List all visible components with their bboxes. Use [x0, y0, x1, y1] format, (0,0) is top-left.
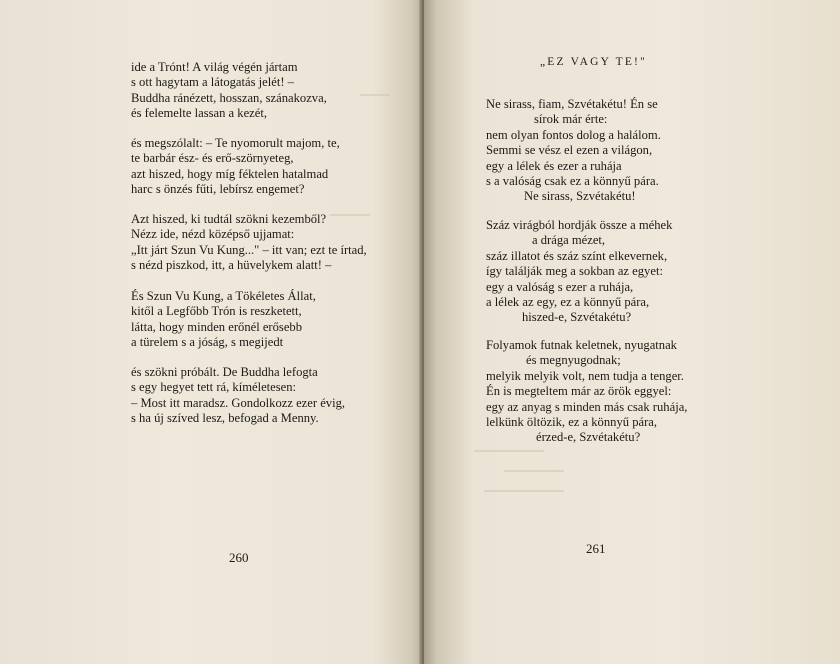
verse-line: kitől a Legfőbb Trón is reszketett,	[131, 304, 302, 319]
verse-line: és megnyugodnak;	[526, 353, 621, 368]
verse-line: egy az anyag s minden más csak ruhája,	[486, 399, 688, 414]
left-stanza-1	[131, 60, 327, 122]
verse-line: és felemelte lassan a kezét,	[131, 106, 268, 121]
verse-line: Ne sirass, fiam, Szvétakétu! Én se	[486, 97, 658, 111]
left-stanza-5	[131, 365, 345, 427]
verse-line: Ne sirass, Szvétakétu!	[524, 189, 636, 204]
right-stanza-1	[486, 97, 661, 205]
left-page-number: 260	[229, 550, 249, 565]
verse-line: a lélek az egy, ez a könnyű pára,	[486, 294, 650, 309]
verse-line: száz illatot és száz színt elkevernek,	[486, 248, 668, 263]
verse-line: te barbár ész- és erő-szörnyeteg,	[131, 151, 294, 166]
verse-line: harc s önzés fűti, lebírsz engemet?	[131, 182, 305, 197]
verse-line: s ott hagytam a látogatás jelét! –	[131, 75, 294, 90]
left-stanza-3	[131, 212, 367, 274]
verse-line: így találják meg a sokban az egyet:	[486, 264, 663, 279]
verse-line: hiszed-e, Szvétakétu?	[522, 310, 632, 325]
verse-line: s a valóság csak ez a könnyű pára.	[486, 173, 659, 188]
verse-line: sírok már érte:	[534, 112, 608, 127]
right-stanza-3	[486, 338, 687, 446]
verse-line: és szökni próbált. De Buddha lefogta	[131, 365, 318, 379]
verse-line: melyik melyik volt, nem tudja a tenger.	[486, 368, 684, 383]
verse-line: látta, hogy minden erőnél erősebb	[131, 319, 303, 334]
verse-line: ide a Trónt! A világ végén jártam	[131, 60, 298, 74]
verse-line: nem olyan fontos dolog a halálom.	[486, 127, 661, 142]
verse-line: s egy hegyet tett rá, kíméletesen:	[131, 380, 297, 395]
verse-line: Azt hiszed, ki tudtál szökni kezemből?	[131, 212, 327, 226]
verse-line: s nézd piszkod, itt, a hüvelykem alatt! –	[131, 258, 332, 273]
verse-line: érzed-e, Szvétakétu?	[536, 430, 641, 445]
left-stanza-2	[131, 136, 340, 198]
verse-line: azt hiszed, hogy míg féktelen hatalmad	[131, 166, 329, 181]
right-stanza-2	[486, 218, 672, 326]
verse-line: Buddha ránézett, hosszan, szánakozva,	[131, 90, 327, 105]
verse-line: „Itt járt Szun Vu Kung..." – itt van; ezt te írtad,	[131, 242, 367, 257]
verse-line: Száz virágból hordják össze a méhek	[486, 218, 673, 232]
verse-line: egy a lélek és ezer a ruhája	[486, 158, 622, 173]
verse-line: – Most itt maradsz. Gondolkozz ezer évig,	[131, 395, 346, 410]
verse-line: egy a valóság s ezer a ruhája,	[486, 279, 634, 294]
running-title: „EZ VAGY TE!"	[540, 56, 647, 68]
verse-line: a drága mézet,	[532, 233, 606, 248]
verse-line: a türelem s a jóság, s megijedt	[131, 335, 284, 350]
right-page-number: 261	[586, 541, 606, 556]
verse-line: Folyamok futnak keletnek, nyugatnak	[486, 338, 677, 352]
verse-line: s ha új szíved lesz, befogad a Menny.	[131, 411, 319, 426]
left-stanza-4	[131, 289, 316, 351]
verse-line: lelkünk öltözik, ez a könnyű pára,	[486, 414, 658, 429]
verse-line: Én is megteltem már az örök eggyel:	[486, 384, 672, 399]
verse-line: Nézz ide, nézd középső ujjamat:	[131, 227, 295, 242]
verse-line: és megszólalt: – Te nyomorult majom, te,	[131, 136, 340, 150]
verse-line: Semmi se vész el ezen a világon,	[486, 143, 653, 158]
verse-line: És Szun Vu Kung, a Tökéletes Állat,	[131, 289, 316, 303]
